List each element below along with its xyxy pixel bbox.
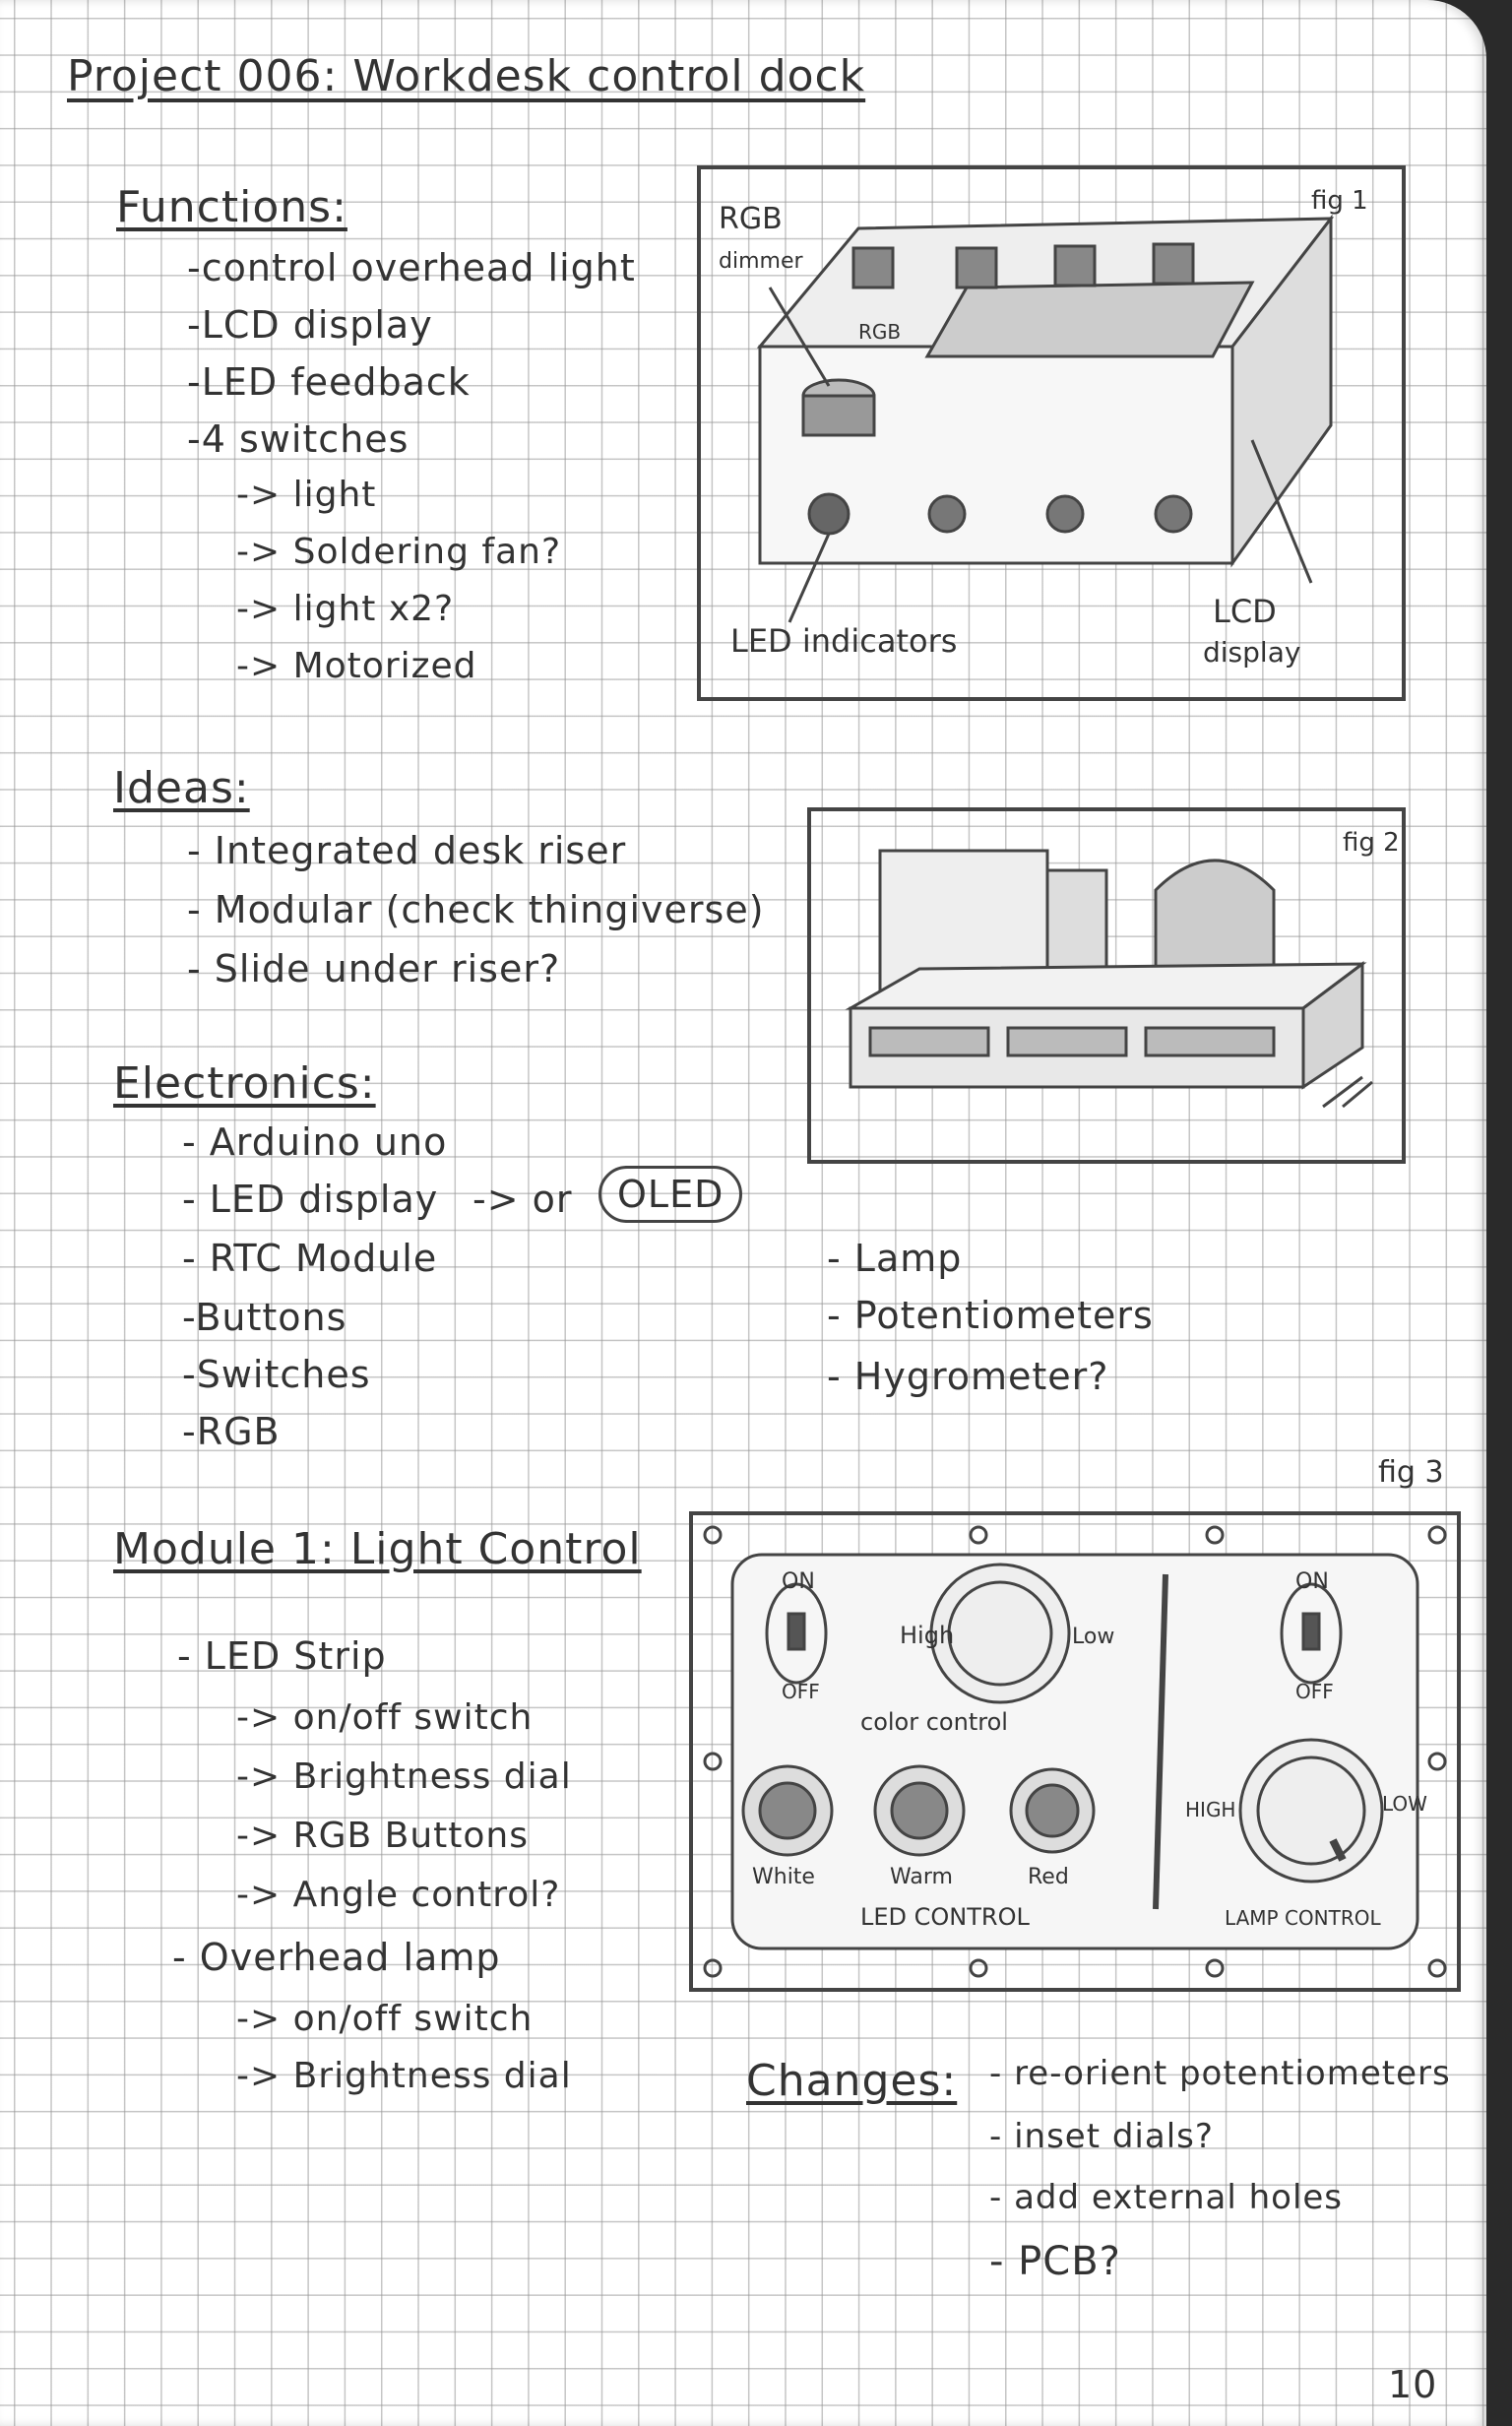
- functions-item: -LED feedback: [187, 360, 471, 404]
- fig3-color-control-label: color control: [860, 1708, 1008, 1736]
- electronics-right-item: - Lamp: [827, 1237, 963, 1280]
- fig3-lamp-low-label: LOW: [1382, 1792, 1427, 1816]
- fig3-off-label: OFF: [782, 1680, 820, 1703]
- electronics-item: -Switches: [182, 1353, 371, 1396]
- module1-heading: Module 1: Light Control: [113, 1524, 642, 1574]
- changes-item: - re-orient potentiometers: [989, 2054, 1451, 2093]
- fig3-led-control-label: LED CONTROL: [860, 1903, 1030, 1931]
- fig2-drawing: [811, 811, 1402, 1160]
- fig1-led-indicators-label: LED indicators: [730, 622, 958, 660]
- fig3-drawing: [693, 1515, 1457, 1988]
- electronics-item: -Buttons: [182, 1296, 347, 1339]
- functions-item: -control overhead light: [187, 246, 636, 289]
- module1-subitem: -> Brightness dial: [236, 2056, 572, 2096]
- functions-subitem: -> light x2?: [236, 589, 455, 629]
- functions-heading: Functions:: [116, 182, 347, 232]
- changes-item: - inset dials?: [989, 2117, 1214, 2156]
- electronics-right-item: - Hygrometer?: [827, 1355, 1109, 1398]
- fig3-sketch: [689, 1511, 1461, 1992]
- fig1-rgb-label: RGB: [719, 202, 783, 236]
- functions-subitem: -> Motorized: [236, 646, 477, 686]
- electronics-item: - RTC Module: [182, 1237, 438, 1280]
- functions-subitem: -> Soldering fan?: [236, 532, 562, 572]
- fig1-lcd-label: LCD: [1213, 593, 1277, 630]
- fig1-label: fig 1: [1311, 186, 1368, 216]
- electronics-item: - LED display: [182, 1178, 439, 1221]
- ideas-heading: Ideas:: [113, 763, 250, 813]
- functions-subitem: -> light: [236, 475, 377, 515]
- ideas-item: - Slide under riser?: [187, 947, 561, 990]
- fig1-drawing: [701, 169, 1402, 697]
- electronics-right-item: - Potentiometers: [827, 1294, 1154, 1337]
- fig3-on-label: ON: [782, 1569, 815, 1594]
- functions-item: -LCD display: [187, 303, 433, 347]
- fig1-dimmer-label: dimmer: [719, 249, 803, 274]
- fig3-lamp-on-label: ON: [1295, 1569, 1329, 1594]
- module1-subitem: -> on/off switch: [236, 1697, 534, 1738]
- fig3-lamp-high-label: HIGH: [1185, 1798, 1236, 1821]
- module1-item: - Overhead lamp: [172, 1936, 501, 1979]
- fig1-display-label: display: [1203, 636, 1301, 669]
- ideas-item: - Integrated desk riser: [187, 829, 627, 872]
- fig3-lamp-control-label: LAMP CONTROL: [1225, 1906, 1381, 1930]
- fig3-low-label: Low: [1072, 1625, 1115, 1649]
- ideas-item: - Modular (check thingiverse): [187, 888, 765, 931]
- fig3-label: fig 3: [1378, 1455, 1444, 1490]
- electronics-item: - Arduino uno: [182, 1120, 448, 1164]
- electronics-item-or: -> or: [472, 1178, 573, 1221]
- fig3-high-label: High: [900, 1622, 955, 1649]
- electronics-heading: Electronics:: [113, 1058, 376, 1109]
- fig1-sketch: [697, 165, 1406, 701]
- page-number: 10: [1388, 2363, 1438, 2406]
- fig3-warm-label: Warm: [890, 1865, 953, 1889]
- changes-item: - add external holes: [989, 2178, 1344, 2217]
- functions-item: -4 switches: [187, 417, 410, 461]
- module1-subitem: -> Brightness dial: [236, 1756, 572, 1797]
- fig3-red-label: Red: [1028, 1865, 1069, 1889]
- module1-subitem: -> on/off switch: [236, 1999, 534, 2039]
- module1-item: - LED Strip: [177, 1634, 387, 1678]
- fig1-rgb-small-label: RGB: [858, 320, 902, 344]
- changes-item: - PCB?: [989, 2239, 1121, 2284]
- module1-subitem: -> Angle control?: [236, 1875, 561, 1915]
- fig3-lamp-off-label: OFF: [1295, 1680, 1334, 1703]
- fig2-sketch: [807, 807, 1406, 1164]
- fig2-label: fig 2: [1343, 828, 1400, 858]
- electronics-item-oled: OLED: [598, 1166, 742, 1223]
- electronics-item: -RGB: [182, 1410, 281, 1453]
- module1-subitem: -> RGB Buttons: [236, 1816, 529, 1856]
- fig3-white-label: White: [752, 1865, 815, 1889]
- changes-heading: Changes:: [746, 2056, 958, 2106]
- page-title: Project 006: Workdesk control dock: [67, 51, 866, 101]
